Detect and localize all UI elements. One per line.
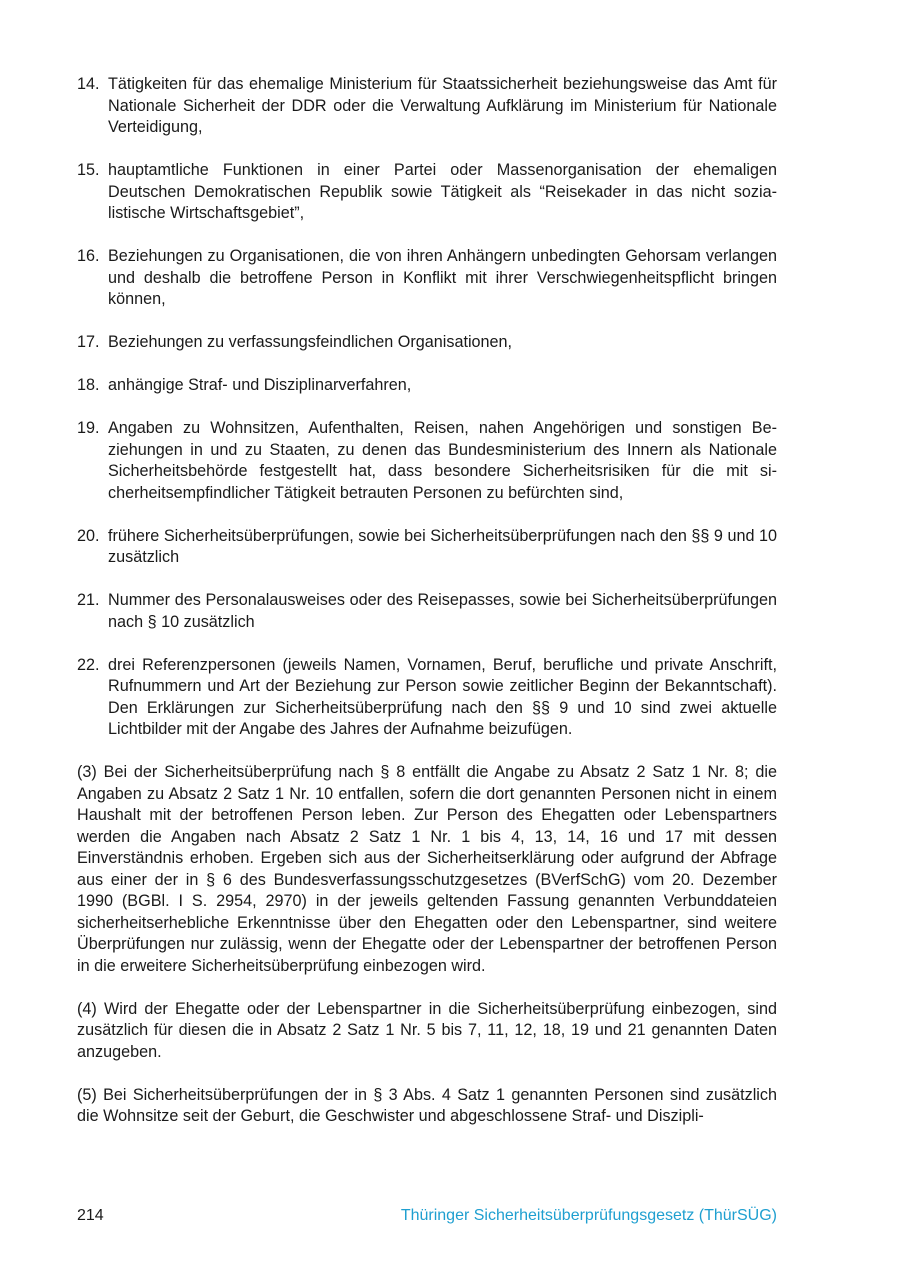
list-item-number: 18. xyxy=(77,376,100,394)
list-item-text: frühere Sicherheitsüberprüfungen, sowie bei Sicherheitsüberprüfungen nach den §§ 9 und 10 zusätzlich xyxy=(108,526,777,566)
list-item-text: Angaben zu Wohnsitzen, Aufenthalten, Reisen, nahen Angehörigen und sonstigen Beziehungen in und zu Staaten, zu denen das Bundesministerium des Innern als Nationale Sicherheitsbehörde festgestellt hat, dass besondere Sicherheitsrisiken für die mit sicherheitsempfindlicher Tätigkeit betrauten Personen zu befürchten sind, xyxy=(108,419,777,502)
list-item-number: 16. xyxy=(77,247,100,265)
list-item xyxy=(77,590,777,633)
paragraph-4: (4) Wird der Ehegatte oder der Lebenspartner in die Sicherheitsüberprüfung einbezogen, sind zusätzlich für diesen die in Absatz 2 Satz 1 Nr. 5 bis 7, 11, 12, 18, 19 und 21 genannten Daten anzugeben. xyxy=(77,999,777,1061)
list-item-text: anhängige Straf- und Disziplinarverfahren, xyxy=(108,376,412,394)
list-item xyxy=(77,655,777,741)
list-item-number: 15. xyxy=(77,161,100,179)
list-item xyxy=(77,418,777,504)
paragraph-3: (3) Bei der Sicherheitsüberprüfung nach § 8 entfällt die Angabe zu Absatz 2 Satz 1 Nr. 8; die Angaben zu Absatz 2 Satz 1 Nr. 10 entfallen, sofern die dort genannten Personen nicht in einem Haushalt mit der betroffenen Person leben. Zur Person des Ehegatten oder Lebenspartners werden die Angaben nach Absatz 2 Satz 1 Nr. 1 bis 4, 13, 14, 16 und 17 mit dessen Einverständnis erhoben. Ergeben sich aus der Sicherheitserklärung oder aufgrund der Abfrage aus einer der in § 6 des Bundesverfassungsschutzgesetzes (BVerfSchG) vom 20. Dezember 1990 (BGBl. I S. 2954, 2970) in der jeweils geltenden Fassung genannten Verbunddateien sicherheitserhebliche Erkenntnisse über den Ehegatten oder den Lebenspartner, sind weitere Überprüfungen nur zulässig, wenn der Ehegatte oder der Lebenspartner der betroffenen Person in die erweitere Sicherheitsüberprüfung einbezogen wird. xyxy=(77,763,777,975)
list-item-number: 21. xyxy=(77,591,100,609)
list-item-text: Nummer des Personalausweises oder des Reisepasses, sowie bei Sicherheitsüberprüfungen nach § 10 zusätzlich xyxy=(108,591,777,631)
list-item xyxy=(77,74,777,139)
list-item-number: 17. xyxy=(77,333,100,351)
list-item-text: Beziehungen zu verfassungsfeindlichen Organisationen, xyxy=(108,333,513,351)
list-item-number: 22. xyxy=(77,655,100,674)
page-number: 214 xyxy=(77,1207,104,1224)
list-item xyxy=(77,160,777,225)
list-item-number: 19. xyxy=(77,419,100,437)
page-footer xyxy=(77,1206,777,1226)
list-item xyxy=(77,375,777,397)
list-item-text: Tätigkeiten für das ehemalige Ministerium für Staatssicherheit beziehungsweise das Amt für Nationale Sicherheit der DDR oder die Verwaltung Aufklärung im Ministerium für Nationale Verteidigung, xyxy=(108,75,777,136)
list-item xyxy=(77,246,777,311)
list-item xyxy=(77,332,777,354)
list-item xyxy=(77,526,777,569)
list-item-text: Beziehungen zu Organisationen, die von ihren Anhängern unbedingten Gehorsam verlangen und deshalb die betroffene Person in Konflikt mit ihrer Verschwiegenheitspflicht bringen können, xyxy=(108,247,777,308)
list-item-number: 20. xyxy=(77,526,100,545)
list-item-text: hauptamtliche Funktionen in einer Partei oder Massenorganisation der ehemaligen Deutschen Demokratischen Republik sowie Tätigkeit als “Reisekader in das nicht sozialistische Wirtschaftsgebiet”, xyxy=(108,161,777,222)
document-body xyxy=(77,74,777,1149)
paragraph-5: (5) Bei Sicherheitsüberprüfungen der in § 3 Abs. 4 Satz 1 genannten Personen sind zusätzlich die Wohnsitze seit der Geburt, die Geschwister und abgeschlossene Straf- und Diszipli- xyxy=(77,1085,777,1125)
list-item-text: drei Referenzpersonen (jeweils Namen, Vornamen, Beruf, berufliche und private Anschrift, Rufnummern und Art der Beziehung zur Person sowie zeitlicher Beginn der Bekanntschaft). Den Erklärungen zur Sicherheitsüberprüfung nach den §§ 9 und 10 sind zwei aktuelle Lichtbilder mit der Angabe des Jahres der Aufnahme beizufügen. xyxy=(108,655,777,738)
list-item-number: 14. xyxy=(77,75,100,93)
running-title: Thüringer Sicherheitsüberprüfungsgesetz (ThürSÜG) xyxy=(400,1207,777,1224)
